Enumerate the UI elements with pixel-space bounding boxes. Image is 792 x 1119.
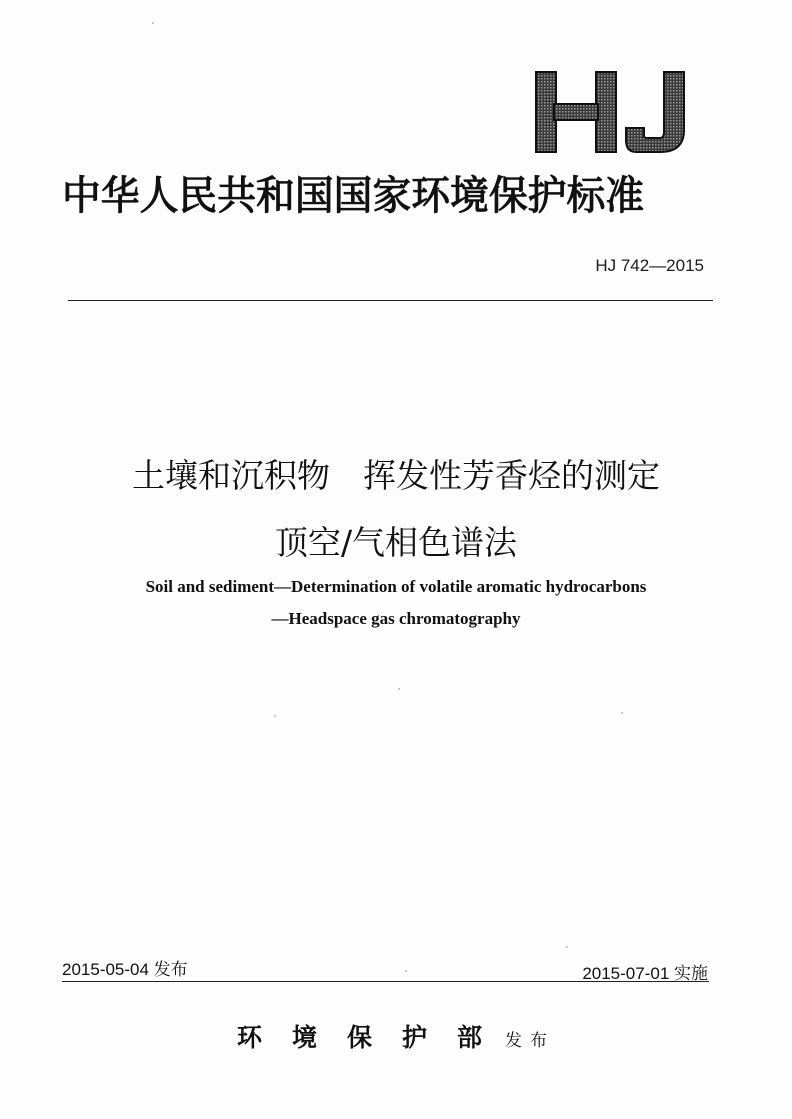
hj-logo <box>532 66 707 156</box>
publisher-organization: 环境保护部 <box>236 1023 512 1052</box>
implementation-date: 2015-07-01 实施 <box>582 964 708 983</box>
scan-speck <box>566 946 568 948</box>
bottom-divider <box>62 981 709 982</box>
scan-speck <box>405 970 407 972</box>
scan-speck <box>274 715 276 717</box>
scan-speck <box>152 22 154 24</box>
english-title-line-1: Soil and sediment—Determination of volatile aromatic hydrocarbons <box>145 577 647 596</box>
hj-logo-graphic <box>532 66 707 156</box>
chinese-title-line-1: 土壤和沉积物 挥发性芳香烃的测定 <box>132 456 660 495</box>
issue-date: 2015-05-04 发布 <box>62 960 188 979</box>
top-divider <box>68 300 713 301</box>
publisher-line <box>0 1018 792 1054</box>
publisher-action: 发布 <box>505 1031 556 1051</box>
chinese-title-line-2: 顶空/气相色谱法 <box>274 523 518 562</box>
scan-speck <box>398 688 400 690</box>
scan-speck <box>621 712 623 714</box>
standard-number: HJ 742—2015 <box>595 256 704 275</box>
english-title-line-2: —Headspace gas chromatography <box>271 609 521 628</box>
standard-title: 中华人民共和国国家环境保护标准 <box>62 172 645 219</box>
